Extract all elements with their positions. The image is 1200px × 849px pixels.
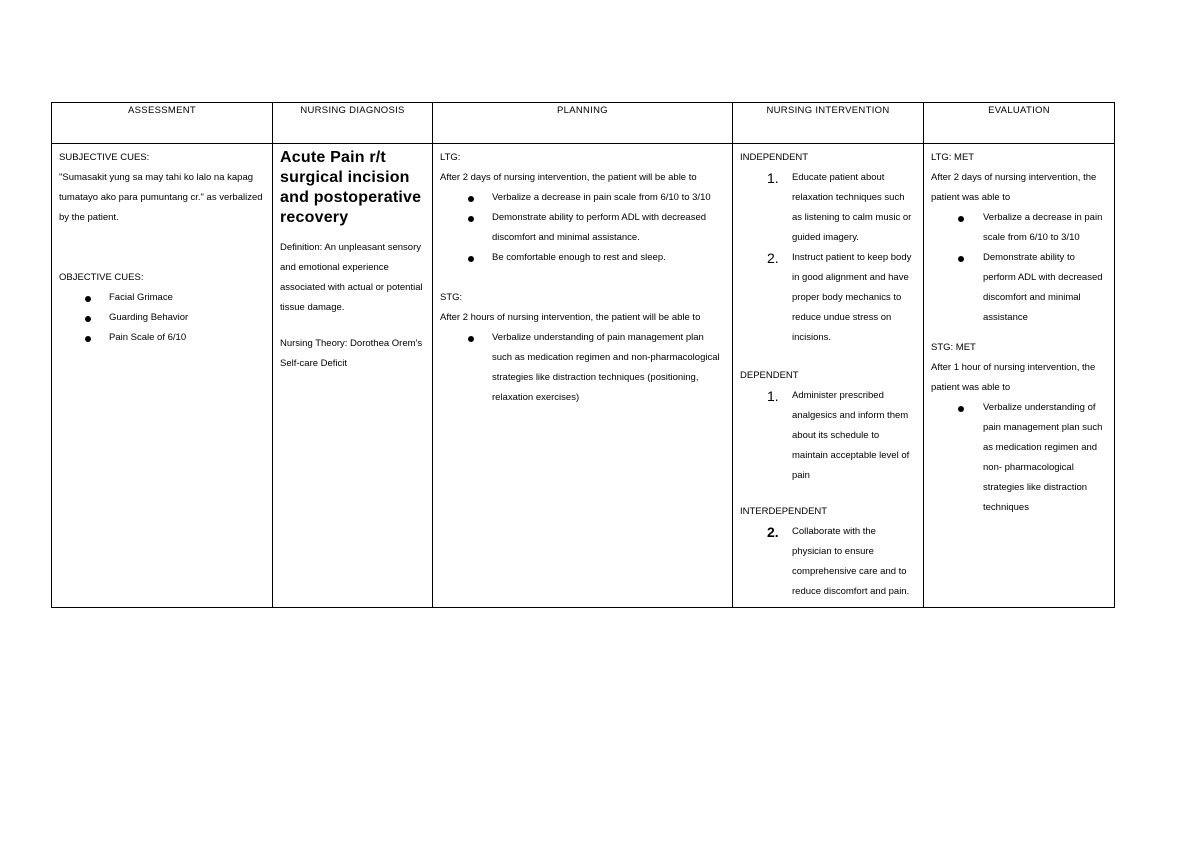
list-item: Verbalize a decrease in pain scale from 6/10 to 3/10 — [931, 208, 1108, 248]
evaluation-cell — [924, 144, 1115, 608]
item-number: 2. — [767, 524, 779, 540]
item-number: 1. — [767, 388, 779, 404]
list-item: Guarding Behavior — [59, 308, 266, 328]
content-row — [52, 144, 1115, 608]
list-item — [740, 386, 917, 486]
item-text: Educate patient about relaxation techniques such as listening to calm music or guided imagery. — [792, 172, 912, 243]
list-item — [740, 248, 917, 348]
subjective-cues-quote: "Sumasakit yung sa may tahi ko lalo na kapag tumatayo ako para pumuntang cr." as verbalized by the patient. — [59, 172, 263, 223]
header-nursing-intervention: NURSING INTERVENTION — [733, 103, 924, 144]
item-number: 1. — [767, 170, 779, 186]
evaluation-ltg-label: LTG: MET — [931, 152, 975, 163]
planning-stg-list — [440, 328, 726, 408]
dependent-label: DEPENDENT — [740, 370, 799, 381]
planning-ltg-label: LTG: — [440, 152, 461, 163]
planning-ltg-list — [440, 188, 726, 268]
header-assessment: ASSESSMENT — [52, 103, 273, 144]
list-item: Verbalize a decrease in pain scale from 6/10 to 3/10 — [440, 188, 726, 208]
list-item — [740, 522, 917, 602]
planning-stg-intro: After 2 hours of nursing intervention, the patient will be able to — [440, 312, 701, 323]
diagnosis-cell — [273, 144, 433, 608]
diagnosis-title: Acute Pain r/t surgical incision and postoperative recovery — [280, 149, 422, 226]
header-evaluation: EVALUATION — [924, 103, 1115, 144]
item-text: Administer prescribed analgesics and inform them about its schedule to maintain acceptable level of pain — [792, 390, 910, 481]
diagnosis-definition: Definition: An unpleasant sensory and emotional experience associated with actual or potential tissue damage. — [280, 242, 423, 313]
list-item: Be comfortable enough to rest and sleep. — [440, 248, 726, 268]
subjective-cues-label: SUBJECTIVE CUES: — [59, 152, 150, 163]
interdependent-list — [740, 522, 917, 602]
nursing-theory: Nursing Theory: Dorothea Orem's Self-care Deficit — [280, 338, 423, 369]
evaluation-stg-list — [931, 398, 1108, 518]
evaluation-stg-label: STG: MET — [931, 342, 976, 353]
item-number: 2. — [767, 250, 779, 266]
item-text: Collaborate with the physician to ensure comprehensive care and to reduce discomfort and pain. — [792, 526, 910, 597]
nursing-care-plan-table — [51, 102, 1115, 608]
evaluation-ltg-list — [931, 208, 1108, 328]
list-item — [740, 168, 917, 248]
evaluation-ltg-intro: After 2 days of nursing intervention, the patient was able to — [931, 172, 1097, 203]
intervention-cell — [733, 144, 924, 608]
planning-ltg-intro: After 2 days of nursing intervention, the patient will be able to — [440, 172, 697, 183]
item-text: Instruct patient to keep body in good alignment and have proper body mechanics to reduce undue stress on incisions. — [792, 252, 912, 343]
independent-label: INDEPENDENT — [740, 152, 809, 163]
assessment-cell — [52, 144, 273, 608]
planning-cell — [433, 144, 733, 608]
header-row — [52, 103, 1115, 144]
independent-list — [740, 168, 917, 348]
list-item: Pain Scale of 6/10 — [59, 328, 266, 348]
planning-stg-label: STG: — [440, 292, 463, 303]
list-item: Verbalize understanding of pain management plan such as medication regimen and non-pharmacological strategies like distraction techniques (positioning, relaxation exercises) — [440, 328, 726, 408]
list-item: Facial Grimace — [59, 288, 266, 308]
list-item: Demonstrate ability to perform ADL with decreased discomfort and minimal assistance. — [440, 208, 726, 248]
evaluation-stg-intro: After 1 hour of nursing intervention, the patient was able to — [931, 362, 1096, 393]
objective-cues-label: OBJECTIVE CUES: — [59, 272, 144, 283]
header-nursing-diagnosis: NURSING DIAGNOSIS — [273, 103, 433, 144]
interdependent-label: INTERDEPENDENT — [740, 506, 828, 517]
dependent-list — [740, 386, 917, 486]
header-planning: PLANNING — [433, 103, 733, 144]
list-item: Demonstrate ability to perform ADL with decreased discomfort and minimal assistance — [931, 248, 1108, 328]
objective-cues-list — [59, 288, 266, 348]
list-item: Verbalize understanding of pain management plan such as medication regimen and non- pharmacological strategies like distraction techniques — [931, 398, 1108, 518]
